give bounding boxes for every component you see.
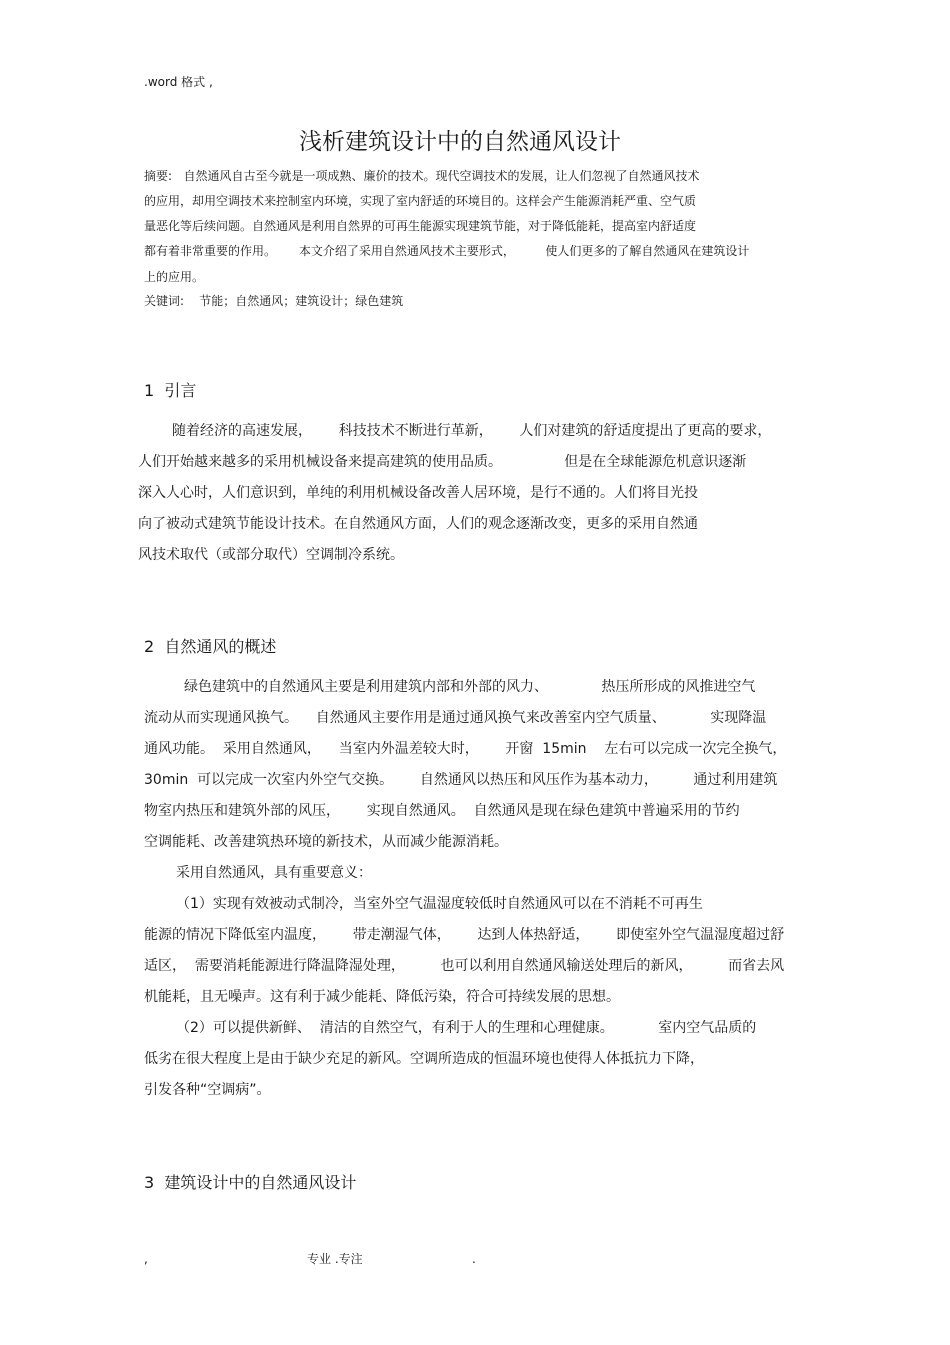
- paragraph-line: 引发各种“空调病”。: [144, 1082, 271, 1098]
- footer-left-mark: ,: [144, 1252, 148, 1266]
- paragraph-line: 物室内热压和建筑外部的风压， 实现自然通风。 自然通风是现在绿色建筑中普遍采用的节约: [144, 803, 740, 819]
- abstract-line: 摘要: 自然通风自古至今就是一项成熟、廉价的技术。现代空调技术的发展，让人们忽视了自然通风技术: [144, 169, 700, 183]
- paragraph-line: （1）实现有效被动式制冷，当室外空气温湿度较低时自然通风可以在不消耗不可再生: [176, 896, 703, 912]
- paragraph-line: 随着经济的高速发展， 科技技术不断进行革新， 人们对建筑的舒适度提出了更高的要求，: [172, 423, 772, 439]
- abstract-line: 都有着非常重要的作用。 本文介绍了采用自然通风技术主要形式， 使人们更多的了解自然通风在建筑设计: [144, 244, 750, 258]
- footer-center-text: 专业 .专注: [307, 1252, 363, 1266]
- paragraph-line: 机能耗，且无噪声。这有利于减少能耗、降低污染，符合可持续发展的思想。: [144, 989, 620, 1005]
- section-heading: 3 建筑设计中的自然通风设计: [144, 1173, 357, 1192]
- paragraph-line: 空调能耗、改善建筑热环境的新技术，从而减少能源消耗。: [144, 834, 508, 850]
- paragraph-line: （2）可以提供新鲜、 清洁的自然空气，有利于人的生理和心理健康。 室内空气品质的: [176, 1020, 757, 1036]
- paragraph-line: 适区， 需要消耗能源进行降温降湿处理， 也可以利用自然通风输送处理后的新风， 而省去风: [144, 958, 785, 974]
- paragraph-line: 人们开始越来越多的采用机械设备来提高建筑的使用品质。 但是在全球能源危机意识逐渐: [138, 454, 747, 470]
- paragraph-line: 向了被动式建筑节能设计技术。在自然通风方面，人们的观念逐渐改变，更多的采用自然通: [138, 516, 698, 532]
- page-title: 浅析建筑设计中的自然通风设计: [299, 129, 621, 155]
- section-heading: 2 自然通风的概述: [144, 637, 277, 656]
- abstract-line: 上的应用。: [144, 270, 205, 284]
- paragraph-line: 采用自然通风，具有重要意义：: [176, 865, 372, 881]
- section-heading: 1 引言: [144, 381, 197, 400]
- paragraph-line: 能源的情况下降低室内温度， 带走潮湿气体， 达到人体热舒适， 即使室外空气温湿度超过舒: [144, 927, 785, 943]
- paragraph-line: 流动从而实现通风换气。 自然通风主要作用是通过通风换气来改善室内空气质量、 实现降温: [144, 710, 767, 726]
- paragraph-line: 通风功能。 采用自然通风， 当室内外温差较大时， 开窗 15min 左右可以完成一次完全换气，: [144, 741, 787, 757]
- keywords-line: 关键词: 节能；自然通风；建筑设计；绿色建筑: [144, 294, 404, 308]
- footer-right-mark: .: [472, 1252, 476, 1266]
- paragraph-line: 低劣在很大程度上是由于缺少充足的新风。空调所造成的恒温环境也使得人体抵抗力下降，: [144, 1051, 704, 1067]
- paragraph-line: 绿色建筑中的自然通风主要是利用建筑内部和外部的风力、 热压所形成的风推进空气: [184, 679, 756, 695]
- abstract-line: 的应用，却用空调技术来控制室内环境，实现了室内舒适的环境目的。这样会产生能源消耗严重、空气质: [144, 194, 697, 208]
- paragraph-line: 深入人心时，人们意识到，单纯的利用机械设备改善人居环境，是行不通的。人们将目光投: [138, 485, 698, 501]
- header-note: .word 格式 ,: [144, 75, 213, 89]
- paragraph-line: 风技术取代（或部分取代）空调制冷系统。: [138, 547, 404, 563]
- abstract-line: 量恶化等后续问题。自然通风是利用自然界的可再生能源实现建筑节能，对于降低能耗，提高室内舒适度: [144, 219, 697, 233]
- paragraph-line: 30min 可以完成一次室内外空气交换。 自然通风以热压和风压作为基本动力， 通过利用建筑: [144, 772, 778, 788]
